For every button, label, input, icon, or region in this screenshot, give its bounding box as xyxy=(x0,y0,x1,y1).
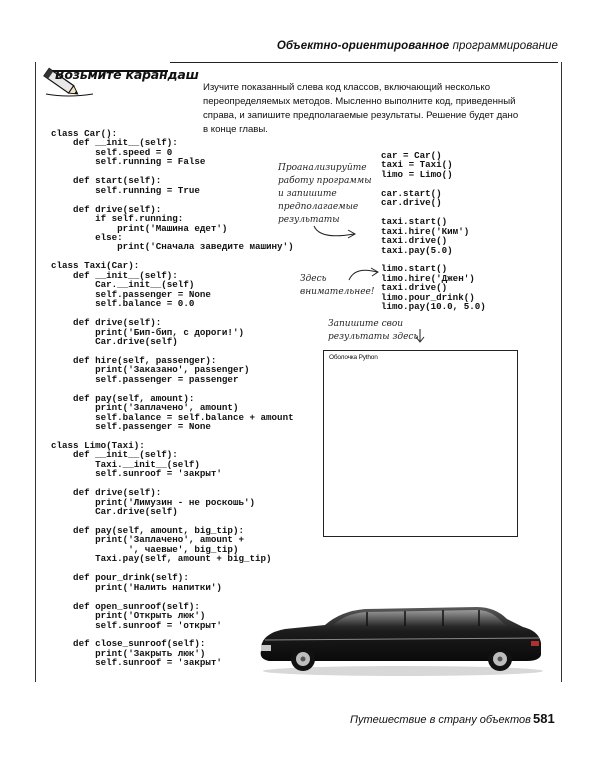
arrow-icon xyxy=(312,222,362,244)
arrow-icon xyxy=(345,262,381,286)
shell-title: Оболочка Python xyxy=(329,354,378,361)
note-line: предполагаемые xyxy=(278,202,359,212)
intro-line: переопределяемых методов. Мысленно выполните код, приведенный xyxy=(203,96,516,107)
running-header-bold: Объектно-ориентированное xyxy=(276,40,450,52)
running-header-rest: программирование xyxy=(449,40,558,52)
page-number: 581 xyxy=(533,711,555,726)
intro-line: справа, и запишите предполагаемые результаты. Решение будет дано xyxy=(203,110,519,121)
note-line: Проанализируйте xyxy=(278,163,367,173)
intro-line: Изучите показанный слева код классов, включающий несколько xyxy=(203,82,491,93)
note-line: Здесь xyxy=(300,274,327,284)
limousine-icon xyxy=(255,595,545,680)
note-line: Запишите свои xyxy=(328,319,404,329)
footer-chapter-title: Путешествие в страну объектов xyxy=(350,714,531,726)
usage-code: car = Car() taxi = Taxi() limo = Limo() car.start() car.drive() taxi.start() taxi.hire('Ким') taxi.drive() taxi.pay(5.0) limo.start() limo.hire('Джен') taxi.drive() limo.pour_drink() limo.pay(10.0, 5.0) xyxy=(381,150,486,313)
running-header xyxy=(277,40,558,52)
intro-line: в конце главы. xyxy=(203,124,268,135)
class-definitions-code: class Car(): def __init__(self): self.speed = 0 self.running = False def start(self): self.running = True def drive(self): if self.running: print('Машина едет') else: print('Сначала заведите машину') class Taxi(Car): def __init__(self): Car.__init__(self) self.passenger = None self.balance = 0.0 def drive(self): print('Бип-бип, с дороги!') Car.drive(self) def hire(self, passenger): print('Заказано', passenger) self.passenger = passenger def pay(self, amount): print('Заплачено', amount) self.balance = self.balance + amount self.passenger = None class Limo(Taxi): def __init__(self): Taxi.__init__(self) self.sunroof = 'закрыт' def drive(self): print('Лимузин - не роскошь') Car.drive(self) def pay(self, amount, big_tip): print('Заплачено', amount + ', чаевые', big_tip) Taxi.pay(self, amount + big_tip) def pour_drink(self): print('Налить напитки') def open_sunroof(self): print('Открыть люк') self.sunroof = 'открыт' def close_sunroof(self): print('Закрыть люк') self.sunroof = 'закрыт' xyxy=(51,128,294,669)
note-line: результаты xyxy=(278,215,340,225)
arrow-icon xyxy=(412,328,428,344)
note-line: работу программы xyxy=(278,176,372,186)
analyze-note xyxy=(278,162,378,227)
note-line: и запишите xyxy=(278,189,337,199)
exercise-title: Возьмите карандаш xyxy=(55,67,199,82)
note-line: результаты здесь xyxy=(328,332,419,342)
python-shell-output-box[interactable] xyxy=(323,350,518,537)
note-line: внимательнее! xyxy=(300,287,375,297)
